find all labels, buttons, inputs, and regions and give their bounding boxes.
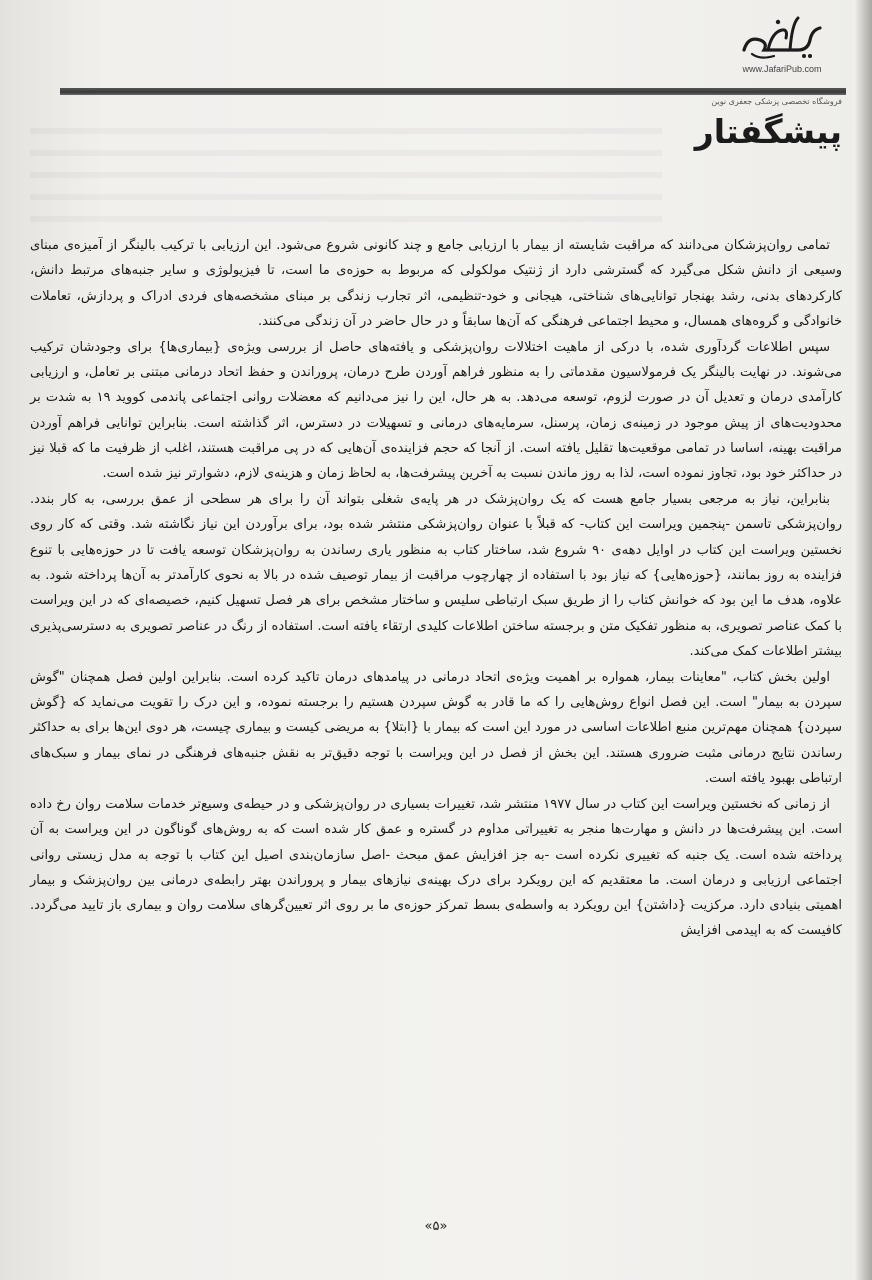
paragraph-3: بنابراین، نیاز به مرجعی بسیار جامع هست که یک روان‌پزشک در هر پایه‌ی شغلی بتواند آن را برای هر سطحی از عمق بررسی، به کار بندد. روان‌پزشکی تاسمن -پنجمین ویراست این کتاب- که قبلاً با عنوان روان‌پزشکی منتشر شده بود، برای برآوردن این نیاز نگاشته شد. وقتی که کار روی نخستین ویراست این کتاب در اوایل دهه‌ی ۹۰ شروع شد، ساختار کتاب به منظور یاری رساندن به روان‌پزشکان توسعه یافت تا در حوزه‌هایی با تنوع فزاینده به روز بمانند، {حوزه‌هایی} که نیاز بود با استفاده از چهارچوب مراقبت از بیمار توصیف شده در بالا به نحوی کارآمدتر به آن‌ها پرداخته شود. به علاوه، هدف ما این بود که خوانش کتاب را از طریق سبک ارتباطی سلیس و ساختار مشخص برای هر فصل تسهیل کنیم، خصیصه‌ای که در این ویراست با کمک عناصر تصویری، به منظور تفکیک متن و برجسته ساختن اطلاعات کلیدی ارتقاء یافته است. استفاده از رنگ در عناصر تصویری به دسترسی‌پذیری بیشتر اطلاعات کمک می‌کند. bbox=[30, 492, 842, 659]
show-through-text bbox=[30, 112, 662, 222]
page-title: پیشگفتار bbox=[694, 112, 842, 151]
page-number: «۵» bbox=[424, 1219, 448, 1234]
paragraph-4: اولین بخش کتاب، "معاینات بیمار، همواره بر اهمیت ویژه‌ی اتحاد درمانی در پیامدهای درمان تاکید کرده است. بنابراین اولین فصل همچنان "گوش سپردن به بیمار" است. این فصل انواع روش‌هایی را که ما قادر به گوش سپردن هستیم را برجسته نموده، و این درک را تقویت می‌نماید که {گوش سپردن} همچنان مهم‌ترین منبع اطلاعات اساسی در مورد این است که بیمار با {ابتلا} به مریضی کیست و بیماری چیست، هر دوی این‌ها برای به حداکثر رساندن نتایج درمانی مثبت ضروری هستند. این بخش از فصل در این ویراست با توجه دقیق‌تر به نقش جنبه‌های فرهنگی در نمای بیمار و سبک‌های ارتباطی بهبود یافته است. bbox=[30, 669, 842, 787]
header-rule bbox=[60, 88, 846, 95]
paragraph-5: از زمانی که نخستین ویراست این کتاب در سال ۱۹۷۷ منتشر شد، تغییرات بسیاری در روان‌پزشکی و در حیطه‌ی وسیع‌تر خدمات سلامت روان رخ داده است. این پیشرفت‌ها در دانش و مهارت‌ها منجر به تغییراتی مداوم در گستره و عمق کار شده است که به روش‌های گوناگون در این ویراست به آن پرداخته شده است. یک جنبه که تغییری نکرده است -به جز افزایش عمق مبحث -اصل سازمان‌بندی اصیل این کتاب با توجه به مدل زیستی روانی اجتماعی ارزیابی و درمان است. ما معتقدیم که این رویکرد برای درک بهینه‌ی نیازهای بیمار و پروراندن بهتر رابطه‌ی درمانی بین روان‌پزشک و بیمار اهمیتی بنیادی دارد. مرکزیت {داشتن} این رویکرد به واسطه‌ی بسط تمرکز حوزه‌ی ما بر روی اثر تعیین‌گرهای سلامت روان و بیماری باز تایید می‌گردد. کافیست که به اپیدمی افزایش bbox=[30, 796, 842, 939]
publisher-logo bbox=[736, 10, 828, 74]
publisher-url: www.JafariPub.com bbox=[742, 64, 822, 74]
paragraph-1: تمامی روان‌پزشکان می‌دانند که مراقبت شایسته از بیمار با ارزیابی جامع و چند کانونی شروع می‌شود. این ارزیابی با ترکیب بالینگر از آمیزه‌ی مبنای وسیعی از دانش شکل می‌گیرد که گسترشی دارد از ژنتیک مولکولی که مربوط به حوزه‌ی ما است، تا فیزیولوژی و سایر جنبه‌های مرتبط دانش، کارکردهای بدنی، رشد بهنجار توانایی‌های شناختی، هیجانی و خود-تنظیمی، اثر تجارب زندگی بر مبنای مشخصه‌های فردی ادراک و پردازش، تعاملات خانوادگی و گروه‌های همسال، و محیط اجتماعی فرهنگی که آن‌ها سابقاً و در حال حاضر در آن زندگی می‌کنند. bbox=[30, 238, 842, 329]
body-text bbox=[30, 233, 842, 944]
page-edge-shadow bbox=[854, 0, 872, 1280]
paragraph-2: سپس اطلاعات گردآوری شده، با درکی از ماهیت اختلالات روان‌پزشکی و یافته‌های حاصل از بررسی ویژه‌ی {بیماری‌ها} برای وجودشان ترکیب می‌شوند. در نهایت بالینگر یک فرمولاسیون مقدماتی را به منظور فراهم آوردن طرح درمان، پروراندن و حفظ اتحاد درمانی مبتنی بر تعامل، و ارزیابی کارآمدی درمان و تعدیل آن در صورت لزوم، توسعه می‌دهد. به هر حال، این را نیز می‌دانیم که معضلات روانی اجتماعی پاندمی کووید ۱۹ به شدت بر محدودیت‌های از پیش موجود در زمینه‌ی زمان، پرسنل، سرمایه‌های درمانی و تسهیلات در دسترس، اثر گذاشته است. بنابراین توانایی فراهم آوردن مراقبت بهینه، اساسا در تمامی موقعیت‌ها تقلیل یافته است. از آنجا که حجم فزاینده‌ی آن‌هایی که در پی مراقبت هستند، اغلب از ظرفیت ما که قبلا نیز در حداکثر خود بود، تجاوز نموده است، لذا به روز ماندن نسبت به آخرین پیشرفت‌ها، به لحاظ زمان و هزینه‌ی لازم، دشوارتر نیز شده است. bbox=[30, 339, 842, 482]
publisher-logo-mark bbox=[738, 10, 826, 62]
header-caption: فروشگاه تخصصی پزشکی جعفری نوین bbox=[711, 97, 842, 106]
